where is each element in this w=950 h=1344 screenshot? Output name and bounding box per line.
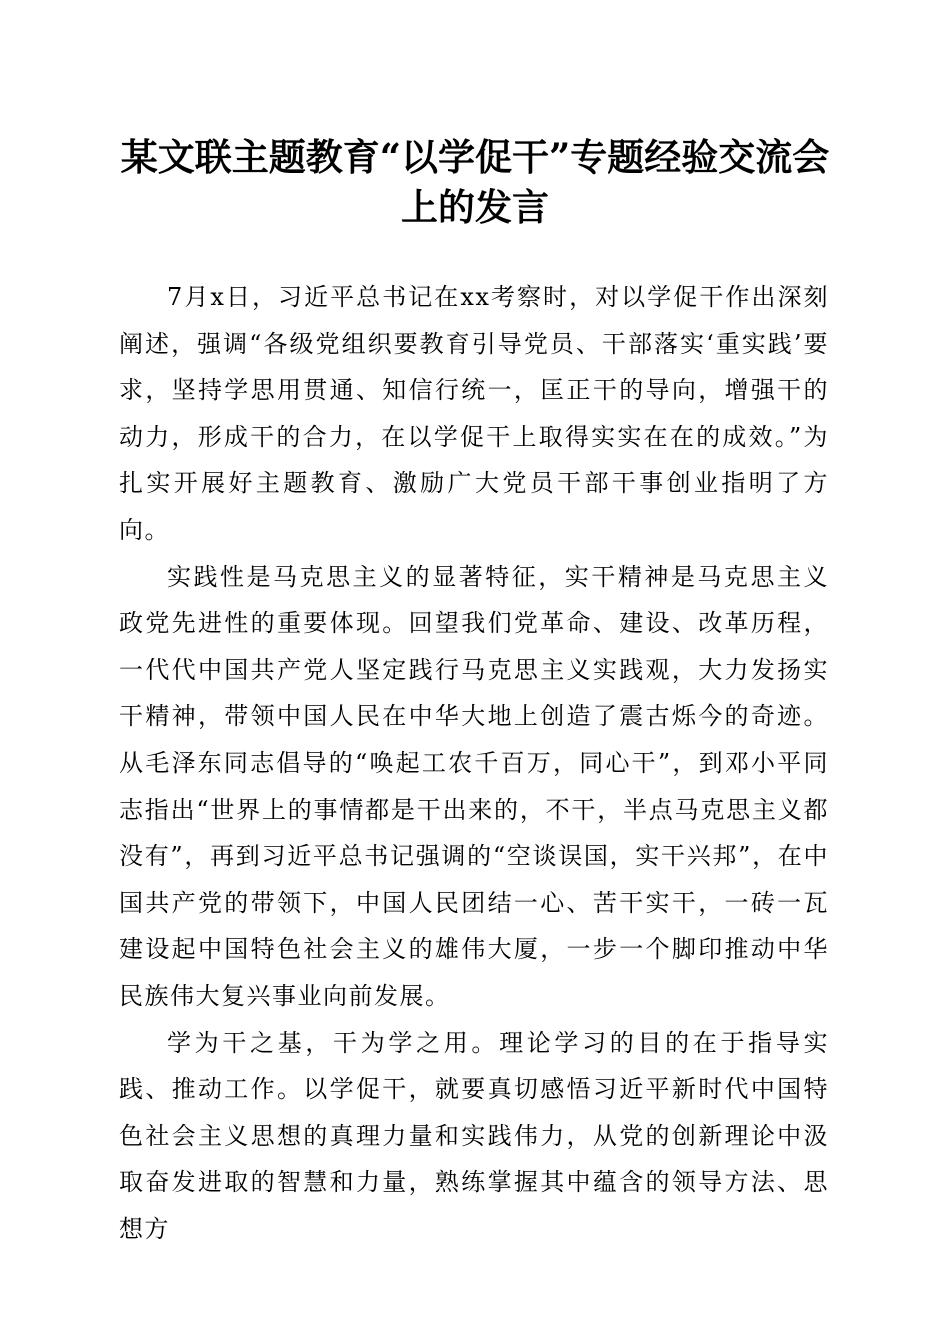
- document-title: 某文联主题教育“以学促干”专题经验交流会上的发言: [120, 135, 830, 229]
- paragraph-1: 7月x日，习近平总书记在xx考察时，对以学促干作出深刻阐述，强调“各级党组织要教育引导党员、干部落实‘重实践’要求，坚持学思用贯通、知信行统一，匡正干的导向，增强干的动力，形成干的合力，在以学促干上取得实实在在的成效。”为扎实开展好主题教育、激励广大党员干部干事创业指明了方向。: [119, 283, 829, 544]
- paragraph-3: 学为干之基，干为学之用。理论学习的目的在于指导实践、推动工作。以学促干，就要真切感悟习近平新时代中国特色社会主义思想的真理力量和实践伟力，从党的创新理论中汲取奋发进取的智慧和力量，熟练掌握其中蕴含的领导方法、思想方: [119, 1028, 829, 1243]
- paragraph-2: 实践性是马克思主义的显著特征，实干精神是马克思主义政党先进性的重要体现。回望我们党革命、建设、改革历程，一代代中国共产党人坚定践行马克思主义实践观，大力发扬实干精神，带领中国人民在中华大地上创造了震古烁今的奇迹。从毛泽东同志倡导的“唤起工农千百万，同心干”，到邓小平同志指出“世界上的事情都是干出来的，不干，半点马克思主义都没有”，再到习近平总书记强调的“空谈误国，实干兴邦”，在中国共产党的带领下，中国人民团结一心、苦干实干，一砖一瓦建设起中国特色社会主义的雄伟大厦，一步一个脚印推动中华民族伟大复兴事业向前发展。: [119, 562, 829, 1010]
- document-body: [119, 274, 829, 1252]
